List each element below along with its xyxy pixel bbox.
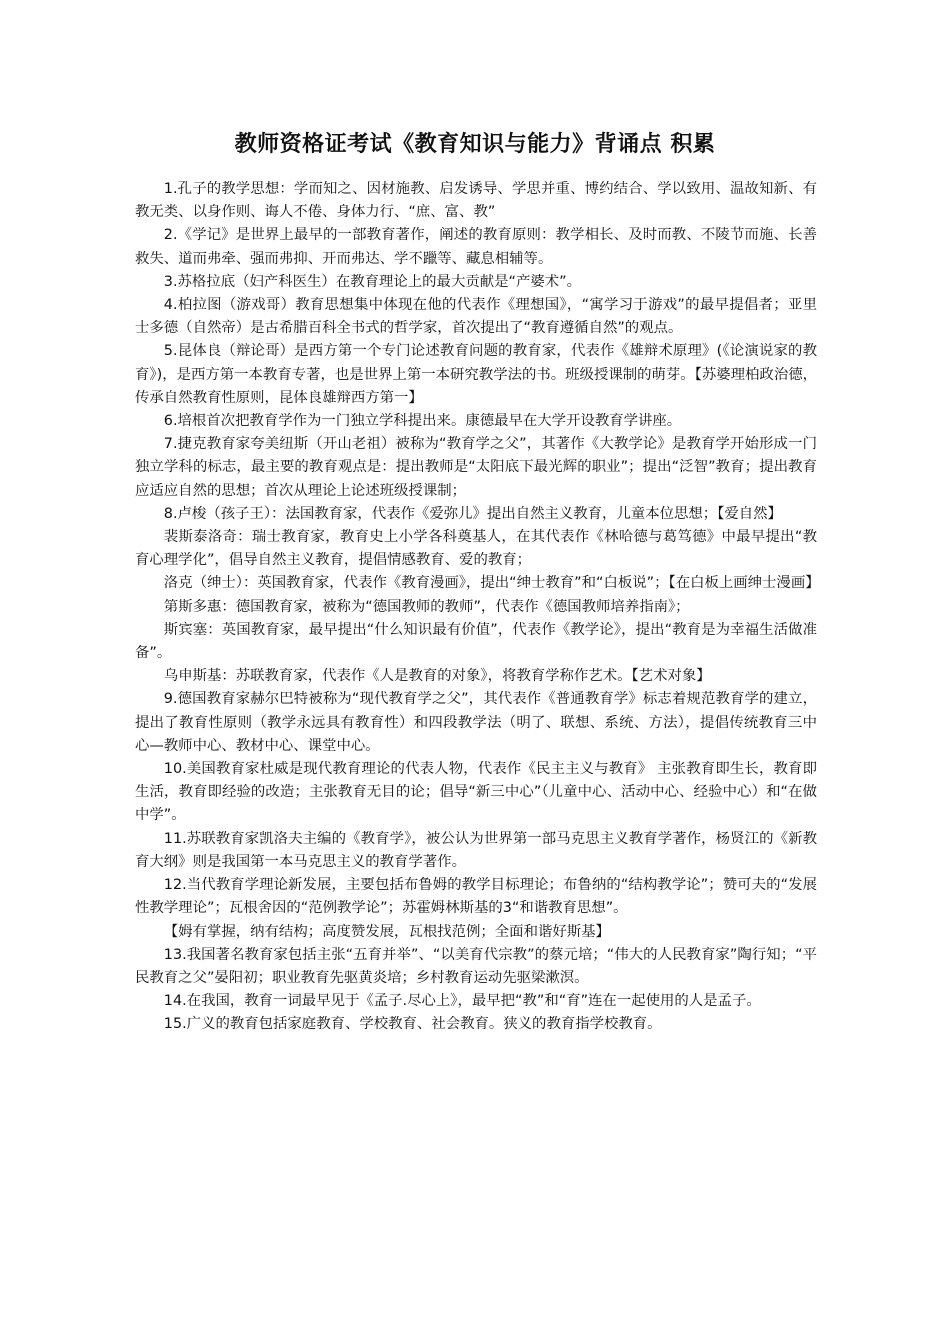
paragraph-12: 12.当代教育学理论新发展，主要包括布鲁姆的教学目标理论；布鲁纳的“结构教学论”；赞可夫的“发展性教学理论”；瓦根舍因的“范例教学论”；苏霍姆林斯基的3“和谐教育思想”。 xyxy=(135,877,817,917)
paragraph-diesterweg: 第斯多惠：德国教育家，被称为“德国教师的教师”，代表作《德国教师培养指南》； xyxy=(163,598,690,615)
paragraph-11: 11.苏联教育家凯洛夫主编的《教育学》，被公认为世界第一部马克思主义教育学著作，杨贤江的《新教育大纲》则是我国第一本马克思主义的教育学著作。 xyxy=(135,830,817,870)
paragraph-1: 1.孔子的教学思想：学而知之、因材施教、启发诱导、学思并重、博约结合、学以致用、温故知新、有教无类、以身作则、诲人不倦、身体力行、“庶、富、教” xyxy=(135,181,817,221)
paragraph-10: 10.美国教育家杜威是现代教育理论的代表人物，代表作《民主主义与教育》 主张教育即生长，教育即生活，教育即经验的改造；主张教育无目的论；倡导“新三中心”（儿童中心、活动中心、经验中心）和“在做中学”。 xyxy=(135,761,817,824)
paragraph-3: 3.苏格拉底（妇产科医生）在教育理论上的最大贡献是“产婆术”。 xyxy=(163,273,581,290)
paragraph-mnemonic: 【姆有掌握，纳有结构；高度赞发展，瓦根找范例；全面和谐好斯基】 xyxy=(163,923,610,940)
paragraph-ushinsky: 乌申斯基：苏联教育家，代表作《人是教育的对象》，将教育学称作艺术。【艺术对象】 xyxy=(163,668,711,685)
paragraph-13: 13.我国著名教育家包括主张“五育并举”、“以美育代宗教”的蔡元培；“伟大的人民教育家”陶行知；“平民教育之父”晏阳初；职业教育先驱黄炎培；乡村教育运动先驱梁漱溟。 xyxy=(135,946,817,986)
paragraph-6: 6.培根首次把教育学作为一门独立学科提出来。康德最早在大学开设教育学讲座。 xyxy=(163,413,682,430)
paragraph-spencer: 斯宾塞：英国教育家，最早提出“什么知识最有价值”，代表作《教学论》，提出“教育是为幸福生活做准备”。 xyxy=(135,621,817,662)
paragraph-locke: 洛克（绅士）：英国教育家，代表作《教育漫画》，提出“绅士教育”和“白板说”；【在白板上画绅士漫画】 xyxy=(163,575,820,592)
paragraph-4: 4.柏拉图（游戏哥）教育思想集中体现在他的代表作《理想国》，“寓学习于游戏”的最早提倡者；亚里士多德（自然帝）是古希腊百科全书式的哲学家，首次提出了“教育遵循自然”的观点。 xyxy=(135,297,817,337)
paragraph-9: 9.德国教育家赫尔巴特被称为“现代教育学之父”，其代表作《普通教育学》标志着规范教育学的建立，提出了教育性原则（教学永远具有教育性）和四段教学法（明了、联想、系统、方法），提倡传统教育三中心—教师中心、教材中心、课堂中心。 xyxy=(135,691,817,754)
paragraph-2: 2.《学记》是世界上最早的一部教育著作，阐述的教育原则：教学相长、及时而教、不陵节而施、长善救失、道而弗牵、强而弗抑、开而弗达、学不躐等、藏息相辅等。 xyxy=(135,227,817,267)
document-body xyxy=(135,178,820,1037)
paragraph-7: 7.捷克教育家夸美纽斯（开山老祖）被称为“教育学之父”，其著作《大教学论》是教育学开始形成一门独立学科的标志，最主要的教育观点是：提出教师是“太阳底下最光辉的职业”；提出“泛智”教育；提出教育应适应自然的思想；首次从理论上论述班级授课制； xyxy=(135,436,817,499)
paragraph-pestalozzi: 裴斯泰洛奇：瑞士教育家，教育史上小学各科奠基人，在其代表作《林哈德与葛笃德》中最早提出“教育心理学化”，倡导自然主义教育，提倡情感教育、爱的教育； xyxy=(135,529,817,569)
document-title: 教师资格证考试《教育知识与能力》背诵点 积累 xyxy=(234,132,716,157)
paragraph-14: 14.在我国，教育一词最早见于《孟子.尽心上》，最早把“教”和“育”连在一起使用的人是孟子。 xyxy=(163,993,761,1010)
paragraph-15: 15.广义的教育包括家庭教育、学校教育、社会教育。狭义的教育指学校教育。 xyxy=(163,1016,662,1033)
paragraph-8: 8.卢梭（孩子王）：法国教育家，代表作《爱弥儿》提出自然主义教育，儿童本位思想；【爱自然】 xyxy=(163,505,782,522)
paragraph-5: 5.昆体良（辩论哥）是西方第一个专门论述教育问题的教育家，代表作《雄辩术原理》(《论演说家的教育》)，是西方第一本教育专著，也是世界上第一本研究教学法的书。班级授课制的萌芽。【苏婆理柏政治德，传承自然教育性原则，昆体良雄辩西方第一】 xyxy=(135,343,817,406)
